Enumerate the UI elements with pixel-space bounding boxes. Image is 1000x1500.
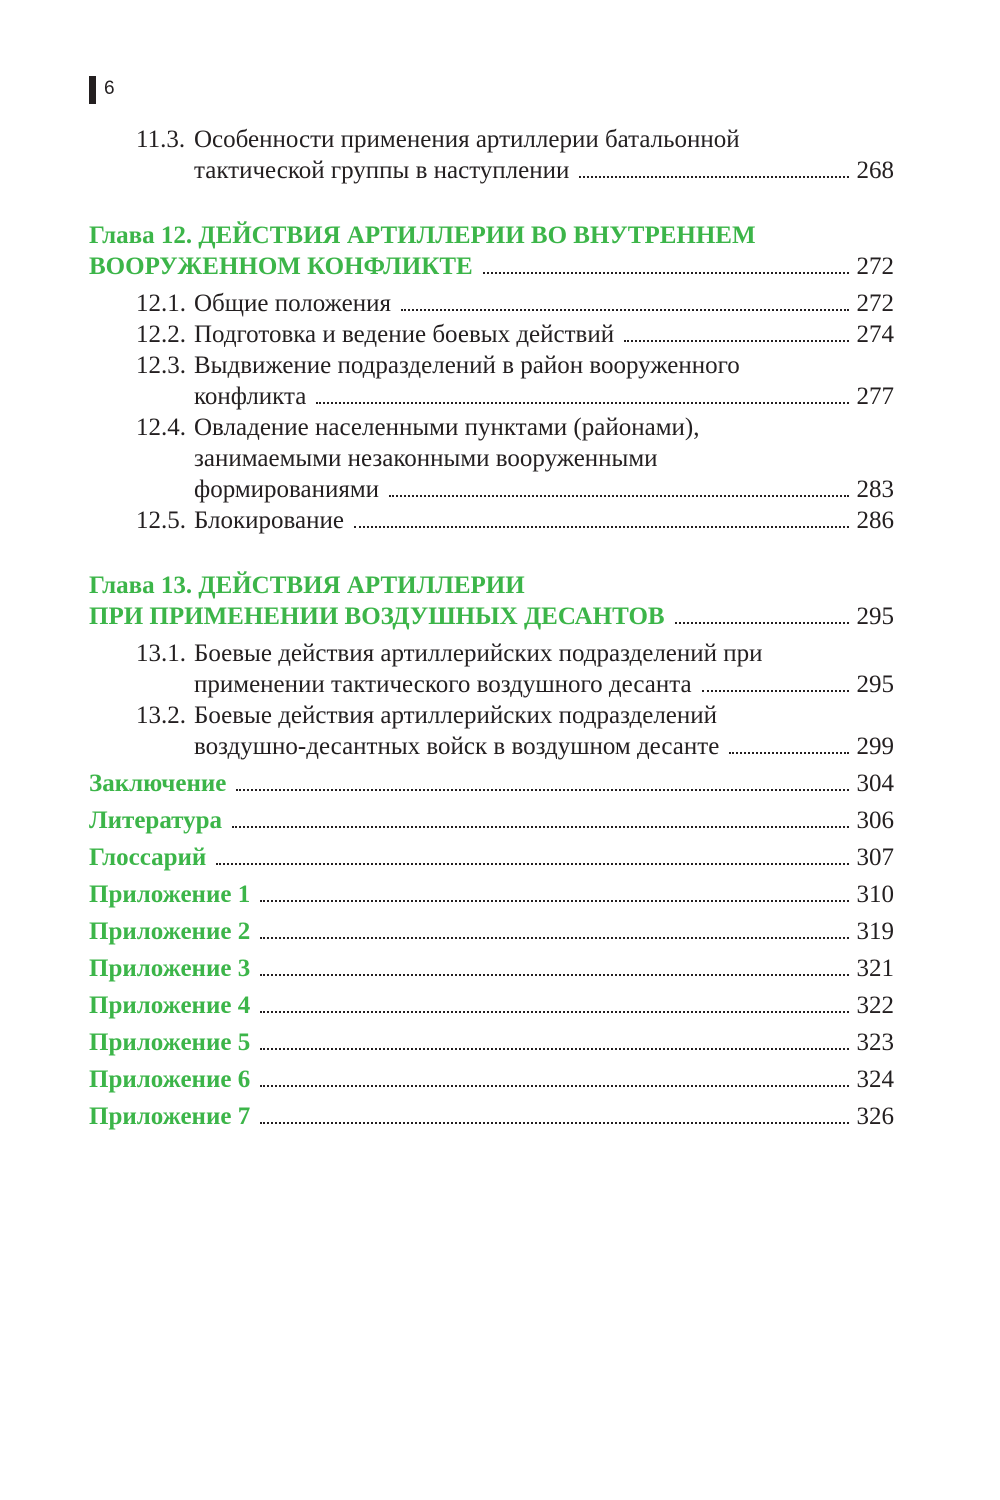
page-ref: 274 <box>856 321 894 348</box>
entry-line: Боевые действия артиллерийских подразделений при <box>194 640 763 667</box>
dot-leader <box>216 863 848 865</box>
page-ref: 286 <box>856 507 894 534</box>
entry-title: Приложение 6 <box>89 1066 251 1093</box>
toc-entry-11-3[interactable] <box>89 124 894 186</box>
page-ref: 310 <box>856 881 894 908</box>
dot-leader <box>729 752 848 754</box>
dot-leader <box>232 826 848 828</box>
dot-leader <box>260 1085 848 1087</box>
toc-entry-13-1[interactable] <box>89 638 894 700</box>
chapter-12-sections <box>89 288 894 536</box>
entry-title: Приложение 7 <box>89 1103 251 1130</box>
toc-chapter-13[interactable] <box>89 570 894 632</box>
dot-leader <box>260 1048 848 1050</box>
page-ref: 304 <box>856 770 894 797</box>
chapter-title-line: ВООРУЖЕННОМ КОНФЛИКТЕ <box>89 253 473 280</box>
dot-leader <box>260 974 848 976</box>
toc-back-matter-item[interactable] <box>89 1101 894 1132</box>
toc-entry-12-3[interactable] <box>89 350 894 412</box>
entry-line: Выдвижение подразделений в район вооруженного <box>194 352 740 379</box>
entry-line: Подготовка и ведение боевых действий <box>194 321 615 348</box>
section-number: 12.5. <box>136 507 186 534</box>
entry-line: Блокирование <box>194 507 344 534</box>
dot-leader <box>389 495 848 497</box>
section-number: 12.1. <box>136 290 186 317</box>
page-ref: 321 <box>856 955 894 982</box>
toc-entry-12-1[interactable] <box>89 288 894 319</box>
page-ref: 295 <box>856 603 894 630</box>
toc-chapter-12[interactable] <box>89 220 894 282</box>
toc-back-matter-item[interactable] <box>89 916 894 947</box>
entry-title: Приложение 5 <box>89 1029 251 1056</box>
entry-line: формированиями <box>194 476 380 503</box>
chapter-title-line: ПРИ ПРИМЕНЕНИИ ВОЗДУШНЫХ ДЕСАНТОВ <box>89 603 665 630</box>
section-number: 11.3. <box>136 126 186 153</box>
page-ref: 268 <box>856 157 894 184</box>
toc-entry-13-2[interactable] <box>89 700 894 762</box>
section-number: 12.4. <box>136 414 186 441</box>
page-ref: 306 <box>856 807 894 834</box>
dot-leader <box>483 272 849 274</box>
entry-line: тактической группы в наступлении <box>194 157 570 184</box>
page-ref: 272 <box>856 253 894 280</box>
chapter-13-sections <box>89 638 894 762</box>
chapter-title-line: Глава 12. ДЕЙСТВИЯ АРТИЛЛЕРИИ ВО ВНУТРЕННЕМ <box>89 222 756 249</box>
section-number: 13.1. <box>136 640 186 667</box>
toc-back-matter-item[interactable] <box>89 1064 894 1095</box>
page-ref: 324 <box>856 1066 894 1093</box>
entry-title: Приложение 4 <box>89 992 251 1019</box>
page-number: 6 <box>104 78 115 99</box>
page-ref: 295 <box>856 671 894 698</box>
section-number: 13.2. <box>136 702 186 729</box>
toc-back-matter-item[interactable] <box>89 842 894 873</box>
toc-entry-12-2[interactable] <box>89 319 894 350</box>
entry-line: Общие положения <box>194 290 391 317</box>
page-ref: 322 <box>856 992 894 1019</box>
dot-leader <box>579 176 848 178</box>
toc-entry-12-4[interactable] <box>89 412 894 505</box>
dot-leader <box>260 1011 848 1013</box>
page-ref: 299 <box>856 733 894 760</box>
entry-line: применении тактического воздушного десанта <box>194 671 692 698</box>
dot-leader <box>260 900 848 902</box>
chapter-title-line: Глава 13. ДЕЙСТВИЯ АРТИЛЛЕРИИ <box>89 572 525 599</box>
toc-back-matter-item[interactable] <box>89 953 894 984</box>
page-ref: 326 <box>856 1103 894 1130</box>
dot-leader <box>236 789 848 791</box>
dot-leader <box>401 309 849 311</box>
toc-entry-12-5[interactable] <box>89 505 894 536</box>
toc-back-matter-item[interactable] <box>89 768 894 799</box>
page-ref: 323 <box>856 1029 894 1056</box>
entry-title: Приложение 3 <box>89 955 251 982</box>
back-matter-list <box>89 768 894 1132</box>
entry-title: Глоссарий <box>89 844 207 871</box>
dot-leader <box>316 402 848 404</box>
section-number: 12.3. <box>136 352 186 379</box>
dot-leader <box>675 622 849 624</box>
dot-leader <box>354 526 849 528</box>
entry-line: Овладение населенными пунктами (районами), <box>194 414 700 441</box>
toc-back-matter-item[interactable] <box>89 1027 894 1058</box>
entry-title: Заключение <box>89 770 227 797</box>
page-ref: 283 <box>856 476 894 503</box>
page-ref: 319 <box>856 918 894 945</box>
dot-leader <box>260 937 848 939</box>
page-marker-bar <box>89 76 96 104</box>
section-number: 12.2. <box>136 321 186 348</box>
entry-title: Приложение 2 <box>89 918 251 945</box>
toc-back-matter-item[interactable] <box>89 879 894 910</box>
entry-line: воздушно-десантных войск в воздушном десанте <box>194 733 720 760</box>
dot-leader <box>624 340 848 342</box>
entry-line: Боевые действия артиллерийских подразделений <box>194 702 718 729</box>
dot-leader <box>702 690 849 692</box>
dot-leader <box>260 1122 848 1124</box>
entry-line: занимаемыми незаконными вооруженными <box>194 445 658 472</box>
entry-line: конфликта <box>194 383 307 410</box>
toc-back-matter-item[interactable] <box>89 805 894 836</box>
entry-title: Приложение 1 <box>89 881 251 908</box>
entry-line: Особенности применения артиллерии батальонной <box>194 126 740 153</box>
toc-back-matter-item[interactable] <box>89 990 894 1021</box>
page-ref: 307 <box>856 844 894 871</box>
page-ref: 277 <box>856 383 894 410</box>
entry-title: Литература <box>89 807 223 834</box>
page-ref: 272 <box>856 290 894 317</box>
table-of-contents <box>89 124 894 1132</box>
